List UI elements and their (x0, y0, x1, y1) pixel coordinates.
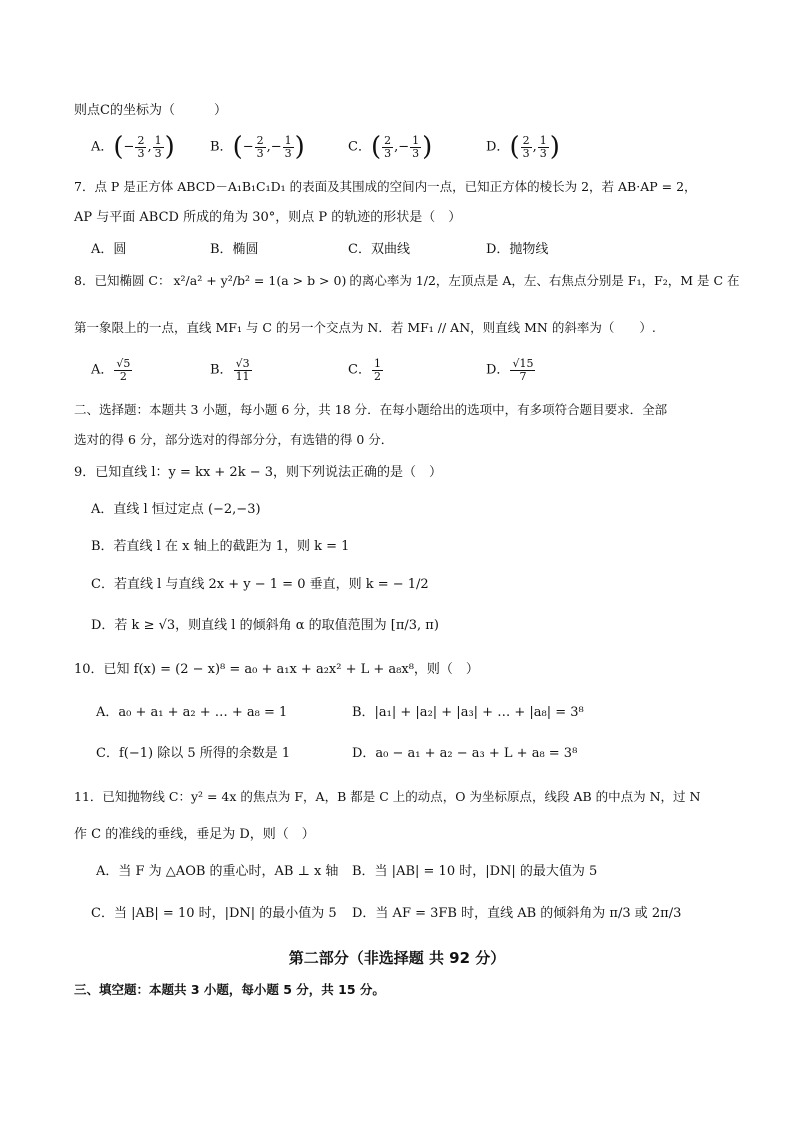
q10-option-c: C．f(−1) 除以 5 所得的余数是 1 (96, 746, 291, 761)
q8-option-a: A． $\frac{√5}{2}$ (91, 357, 131, 383)
q7-option-c: C．双曲线 (348, 242, 410, 257)
q8-option-c-label: C． (348, 362, 371, 378)
q7-line1: 7．点 P 是正方体 ABCD－A₁B₁C₁D₁ 的表面及其围成的空间内一点，已知正方体的棱长为 2，若 AB·AP = 2， (74, 179, 697, 194)
q6-option-c-label: C． (348, 139, 371, 155)
q7-option-b: B．椭圆 (210, 242, 259, 257)
q6-option-a-label: A． (91, 139, 114, 155)
q8-option-b-label: B． (210, 362, 233, 378)
q8-ellipse-equation: x²/a² + y²/b² = 1(a > b > 0) (173, 273, 347, 288)
q8-line1 (74, 275, 740, 288)
q10-stem: 10．已知 f(x) = (2 − x)⁸ = a₀ + a₁x + a₂x² + L + a₈x⁸，则（ ） (74, 662, 479, 677)
q9-option-d: D．若 k ≥ √3，则直线 l 的倾斜角 α 的取值范围为 [π/3, π) (91, 618, 439, 633)
q8-option-d-label: D． (486, 362, 510, 378)
q8-option-b: B． $\frac{√3}{11}$ (210, 357, 250, 383)
q9-stem: 9．已知直线 l：y = kx + 2k − 3，则下列说法正确的是（ ） (74, 465, 443, 480)
q8-option-a-label: A． (91, 362, 114, 378)
section3-heading: 三、填空题：本题共 3 小题，每小题 5 分，共 15 分。 (74, 982, 385, 997)
q8-option-d: D． $\frac{√15}{7}$ (486, 357, 534, 383)
q11-option-c: C．当 |AB| = 10 时，|DN| 的最小值为 5 (91, 906, 337, 921)
q10-option-d: D．a₀ − a₁ + a₂ − a₃ + L + a₈ = 3⁸ (352, 746, 578, 761)
q9-option-a: A．直线 l 恒过定点 (−2,−3) (91, 502, 261, 517)
q6-option-b-label: B． (210, 139, 233, 155)
section2-line2: 选对的得 6 分，部分选对的得部分分，有选错的得 0 分． (74, 432, 394, 447)
q6-option-c: C．( $\frac{2}{3}$ ,− $\frac{1}{3}$ ) (348, 132, 433, 162)
q6-option-a: A．(− $\frac{2}{3}$ , $\frac{1}{3}$ ) (91, 132, 175, 162)
q6-option-d-label: D． (486, 139, 510, 155)
q7-option-d: D．抛物线 (486, 242, 549, 257)
q11-option-b: B．当 |AB| = 10 时，|DN| 的最大值为 5 (352, 864, 598, 879)
q11-option-a: A．当 F 为 △AOB 的重心时，AB ⊥ x 轴 (96, 864, 339, 879)
q8-line1-end: 的离心率为 1/2，左顶点是 A，左、右焦点分别是 F₁，F₂，M 是 C 在 (349, 273, 740, 288)
q7-option-a: A．圆 (91, 242, 127, 257)
q9-option-b: B．若直线 l 在 x 轴上的截距为 1，则 k = 1 (91, 539, 350, 554)
part2-title: 第二部分（非选择题 共 92 分） (288, 949, 506, 967)
section2-line1: 二、选择题：本题共 3 小题，每小题 6 分，共 18 分．在每小题给出的选项中，有多项符合题目要求．全部 (74, 402, 668, 417)
q6-option-d: D．( $\frac{2}{3}$ , $\frac{1}{3}$ ) (486, 132, 560, 162)
q6-option-b: B．(− $\frac{2}{3}$ ,− $\frac{1}{3}$ ) (210, 132, 305, 162)
q6-tail: 则点C的坐标为（ ） (74, 103, 227, 118)
q10-option-a: A．a₀ + a₁ + a₂ + … + a₈ = 1 (96, 705, 288, 720)
q8-line1-start: 8．已知椭圆 C： (74, 273, 171, 288)
q9-option-c: C．若直线 l 与直线 2x + y − 1 = 0 垂直，则 k = − 1/2 (91, 577, 429, 592)
q7-line2: AP 与平面 ABCD 所成的角为 30°，则点 P 的轨迹的形状是（ ） (74, 210, 462, 225)
q10-option-b: B．|a₁| + |a₂| + |a₃| + … + |a₈| = 3⁸ (352, 705, 584, 720)
q8-option-c: C． $\frac{1}{2}$ (348, 357, 381, 383)
q11-option-d: D．当 AF = 3FB 时，直线 AB 的倾斜角为 π/3 或 2π/3 (352, 906, 682, 921)
q8-line2: 第一象限上的一点，直线 MF₁ 与 C 的另一个交点为 N．若 MF₁ // AN，则直线 MN 的斜率为（ ）. (74, 320, 656, 335)
q11-line1: 11．已知抛物线 C：y² = 4x 的焦点为 F，A，B 都是 C 上的动点，O 为坐标原点，线段 AB 的中点为 N，过 N (74, 789, 701, 804)
q11-line2: 作 C 的准线的垂线，垂足为 D，则（ ） (74, 827, 315, 842)
